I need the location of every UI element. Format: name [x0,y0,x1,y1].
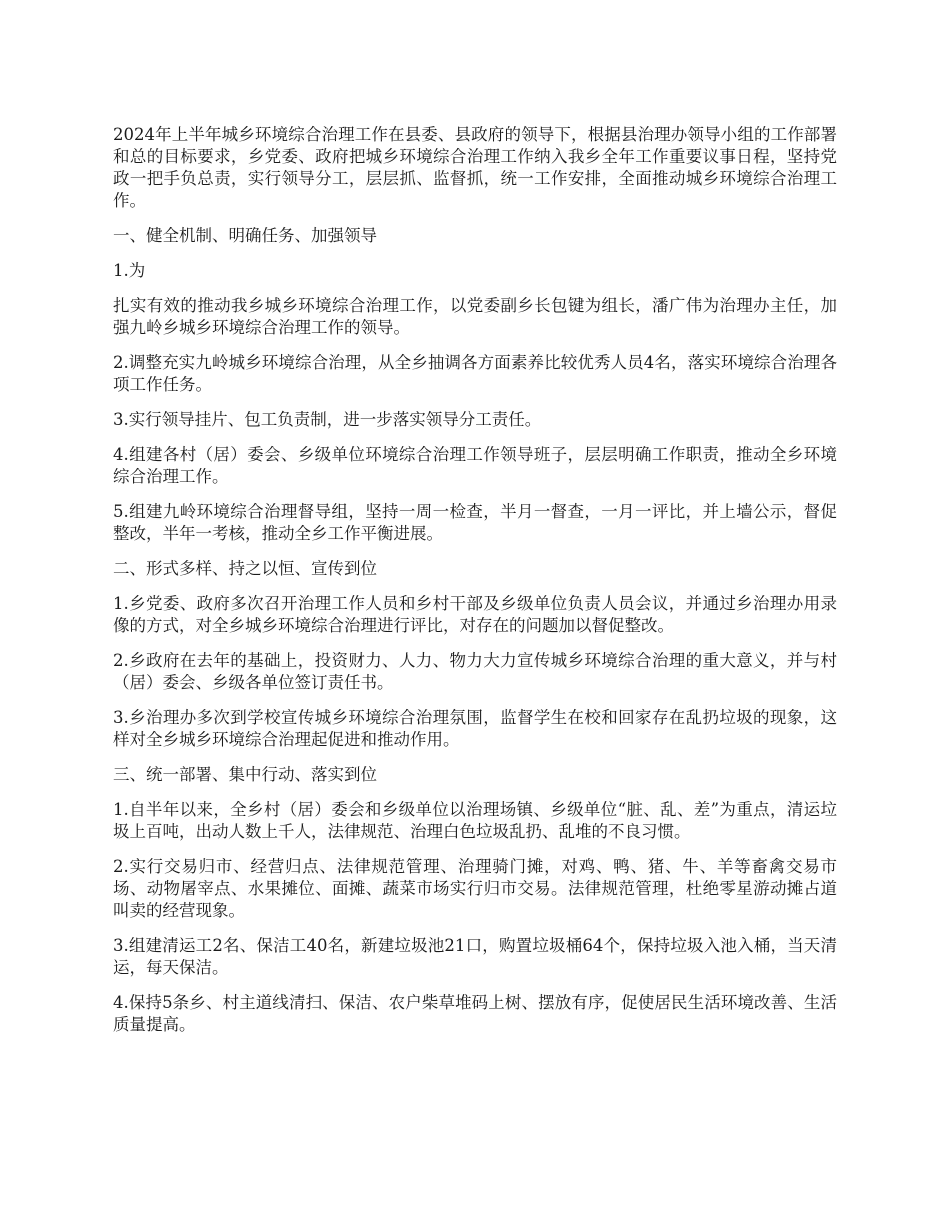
paragraph-2-2: 2.乡政府在去年的基础上，投资财力、人力、物力大力宣传城乡环境综合治理的重大意义，并与村（居）委会、乡级各单位签订责任书。 [113,651,837,692]
paragraph-1-2: 2.调整充实九岭城乡环境综合治理，从全乡抽调各方面素养比较优秀人员4名，落实环境综合治理各项工作任务。 [113,353,837,394]
paragraph-1-5: 5.组建九岭环境综合治理督导组，坚持一周一检查，半月一督查，一月一评比，并上墙公示，督促整改，半年一考核，推动全乡工作平衡进展。 [113,502,837,543]
document-body [113,124,837,1049]
paragraph-3-1: 1.自半年以来，全乡村（居）委会和乡级单位以治理场镇、乡级单位“脏、乱、差”为重点，清运垃圾上百吨，出动人数上千人，法律规范、治理白色垃圾乱扔、乱堆的不良习惯。 [113,800,837,841]
paragraph-2-1: 1.乡党委、政府多次召开治理工作人员和乡村干部及乡级单位负责人员会议，并通过乡治理办用录像的方式，对全乡城乡环境综合治理进行评比，对存在的问题加以督促整改。 [113,594,837,635]
paragraph-1-1-lead: 1.为 [113,261,146,280]
paragraph-3-4: 4.保持5条乡、村主道线清扫、保洁、农户柴草堆码上树、摆放有序，促使居民生活环境改善、生活质量提高。 [113,993,837,1034]
paragraph-3-3: 3.组建清运工2名、保洁工40名，新建垃圾池21口，购置垃圾桶64个，保持垃圾入池入桶，当天清运，每天保洁。 [113,936,837,977]
section-heading-3: 三、统一部署、集中行动、落实到位 [113,765,377,784]
intro-paragraph: 2024年上半年城乡环境综合治理工作在县委、县政府的领导下，根据县治理办领导小组的工作部署和总的目标要求，乡党委、政府把城乡环境综合治理工作纳入我乡全年工作重要议事日程，坚持党政一把手负总责，实行领导分工，层层抓、监督抓，统一工作安排，全面推动城乡环境综合治理工作。 [113,125,837,210]
section-heading-1: 一、健全机制、明确任务、加强领导 [113,226,377,245]
paragraph-3-2: 2.实行交易归市、经营归点、法律规范管理、治理骑门摊，对鸡、鸭、猪、牛、羊等畜禽交易市场、动物屠宰点、水果摊位、面摊、蔬菜市场实行归市交易。法律规范管理，杜绝零星游动摊占道叫卖的经营现象。 [113,857,837,920]
paragraph-1-4: 4.组建各村（居）委会、乡级单位环境综合治理工作领导班子，层层明确工作职责，推动全乡环境综合治理工作。 [113,445,837,486]
paragraph-1-1: 扎实有效的推动我乡城乡环境综合治理工作，以党委副乡长包键为组长，潘广伟为治理办主任，加强九岭乡城乡环境综合治理工作的领导。 [113,296,837,337]
paragraph-1-3: 3.实行领导挂片、包工负责制，进一步落实领导分工责任。 [113,410,542,429]
paragraph-2-3: 3.乡治理办多次到学校宣传城乡环境综合治理氛围，监督学生在校和回家存在乱扔垃圾的现象，这样对全乡城乡环境综合治理起促进和推动作用。 [113,708,837,749]
section-heading-2: 二、形式多样、持之以恒、宣传到位 [113,559,377,578]
